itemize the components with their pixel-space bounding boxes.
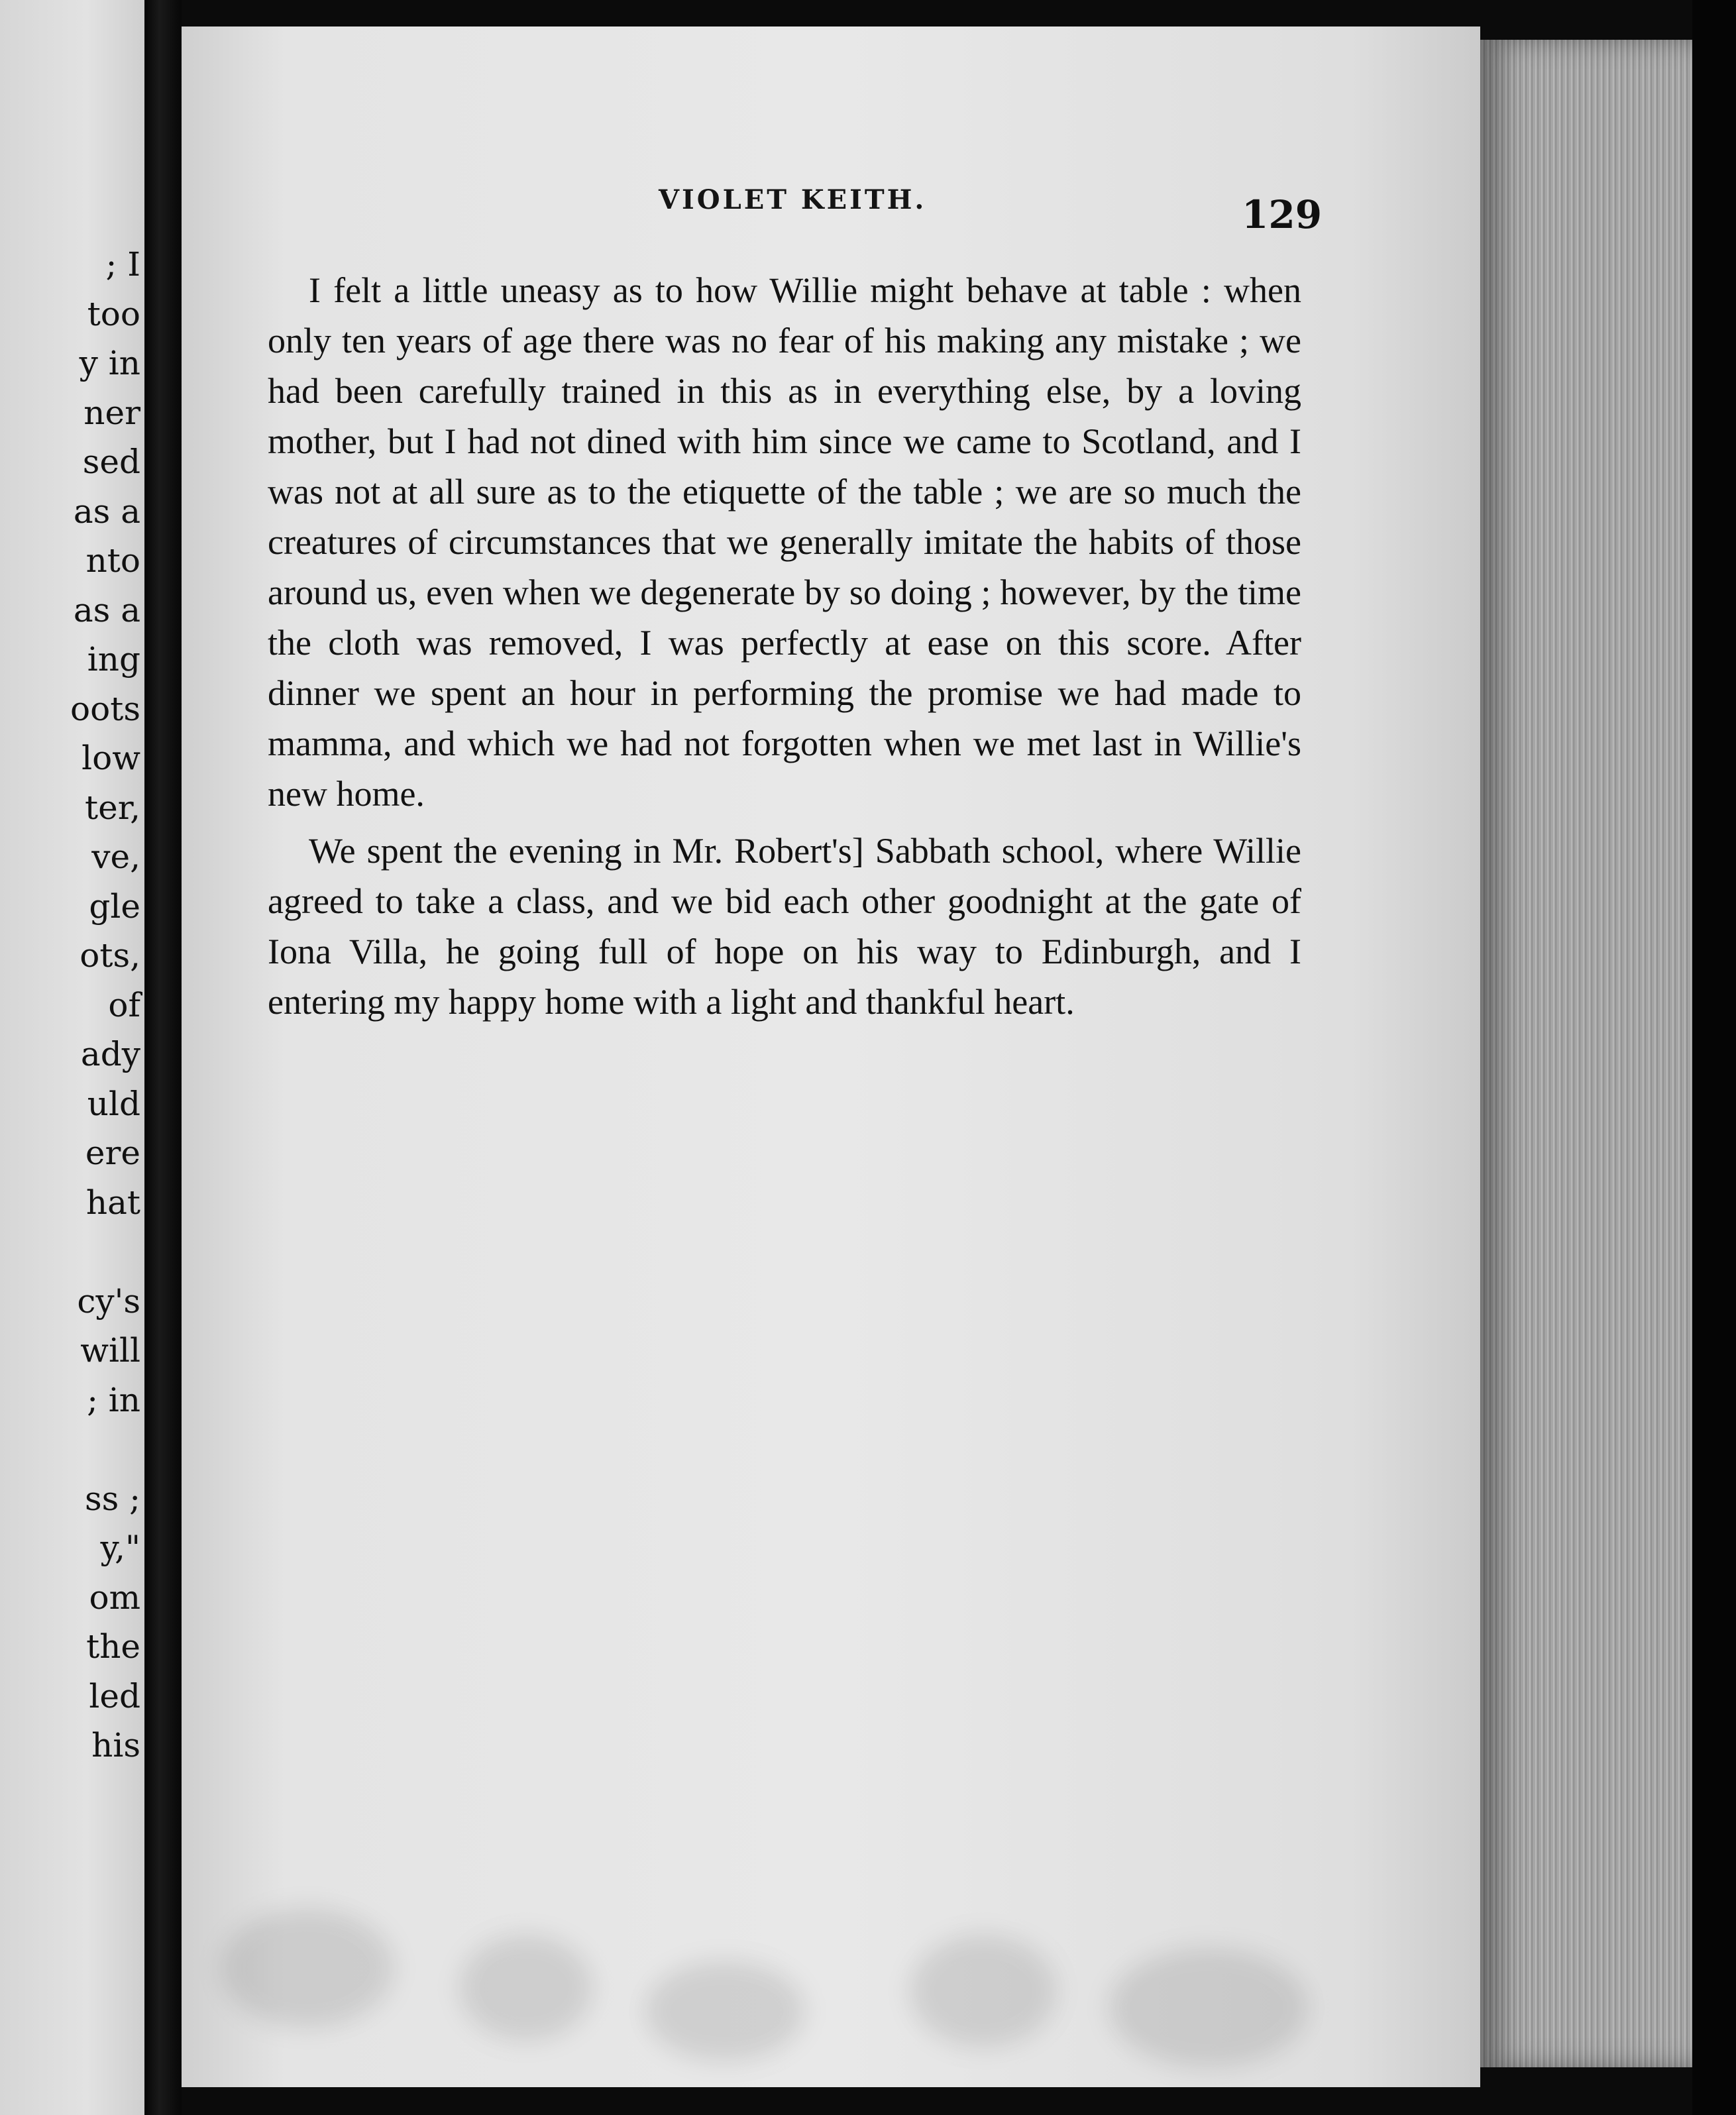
left-facing-page xyxy=(0,0,144,2115)
page-stain xyxy=(645,1961,804,2061)
page-stain xyxy=(1109,1948,1308,2067)
page-129 xyxy=(182,27,1480,2087)
left-page-fragment: gle xyxy=(89,887,140,926)
left-page-fragment: led xyxy=(89,1676,140,1715)
left-page-fragment: ing xyxy=(87,640,140,678)
book-gutter xyxy=(144,0,182,2115)
left-page-fragment: ; in xyxy=(87,1380,140,1419)
page-stain xyxy=(460,1935,592,2041)
left-page-fragment: as a xyxy=(73,590,140,629)
left-page-fragment: y," xyxy=(100,1529,140,1567)
left-page-fragment: as a xyxy=(73,492,140,531)
left-page-fragment: nto xyxy=(85,541,140,580)
left-page-fragment: ; I xyxy=(105,245,140,284)
left-page-fragment: will xyxy=(80,1331,140,1370)
left-page-fragment: low xyxy=(81,739,140,777)
left-page-fragment: ve, xyxy=(91,838,140,876)
running-head: VIOLET KEITH. xyxy=(659,184,927,215)
body-text xyxy=(268,265,1301,1034)
left-page-fragment: ss ; xyxy=(84,1479,140,1518)
paragraph-2: We spent the evening in Mr. Robert's] Sabbath school, where Willie agreed to take a class, and we bid each other goodnight at the gate of Iona Villa, he going full of hope on his way to Edinburgh, and I entering my happy home with a light and thankful heart. xyxy=(268,831,1301,1022)
left-page-fragment: ter, xyxy=(85,788,140,827)
page-stain xyxy=(910,1935,1056,2047)
left-page-fragment: oots xyxy=(70,689,140,728)
left-page-fragment: the xyxy=(86,1627,140,1666)
left-page-fragment: uld xyxy=(87,1084,140,1123)
left-page-fragment: ots, xyxy=(80,936,140,975)
left-page-fragment: hat xyxy=(85,1183,140,1222)
left-page-fragment: ere xyxy=(85,1134,140,1172)
left-page-fragment: y in xyxy=(79,344,140,382)
left-page-fragment: his xyxy=(91,1726,140,1764)
left-page-fragment: om xyxy=(89,1578,140,1617)
left-page-fragment: sed xyxy=(82,443,140,481)
left-page-fragment: ner xyxy=(83,393,140,432)
paragraph-1: I felt a little uneasy as to how Willie might behave at table : when only ten years of age there was no fear of his making any mistake ; we had been carefully trained in this as in everything else, by a loving mother, but I had not dined with him since we came to Scotland, and I was not at all sure as to the etiquette of the table ; we are so much the creatures of circumstances that we generally imitate the habits of those around us, even when we degenerate by so doing ; however, by the time the cloth was removed, I was perfectly at ease on this score. After dinner we spent an hour in performing the promise we had made to mamma, and which we had not forgotten when we met last in Willie's new home. xyxy=(268,270,1301,814)
scan-border xyxy=(1692,0,1736,2115)
left-page-fragment: of xyxy=(108,985,140,1024)
left-page-fragment: cy's xyxy=(77,1281,140,1321)
page-edges xyxy=(1480,40,1692,2067)
page-stain xyxy=(221,1908,394,2028)
left-page-fragment: too xyxy=(87,294,140,333)
left-page-fragment: ady xyxy=(80,1035,140,1073)
page-number: 129 xyxy=(1242,192,1323,237)
